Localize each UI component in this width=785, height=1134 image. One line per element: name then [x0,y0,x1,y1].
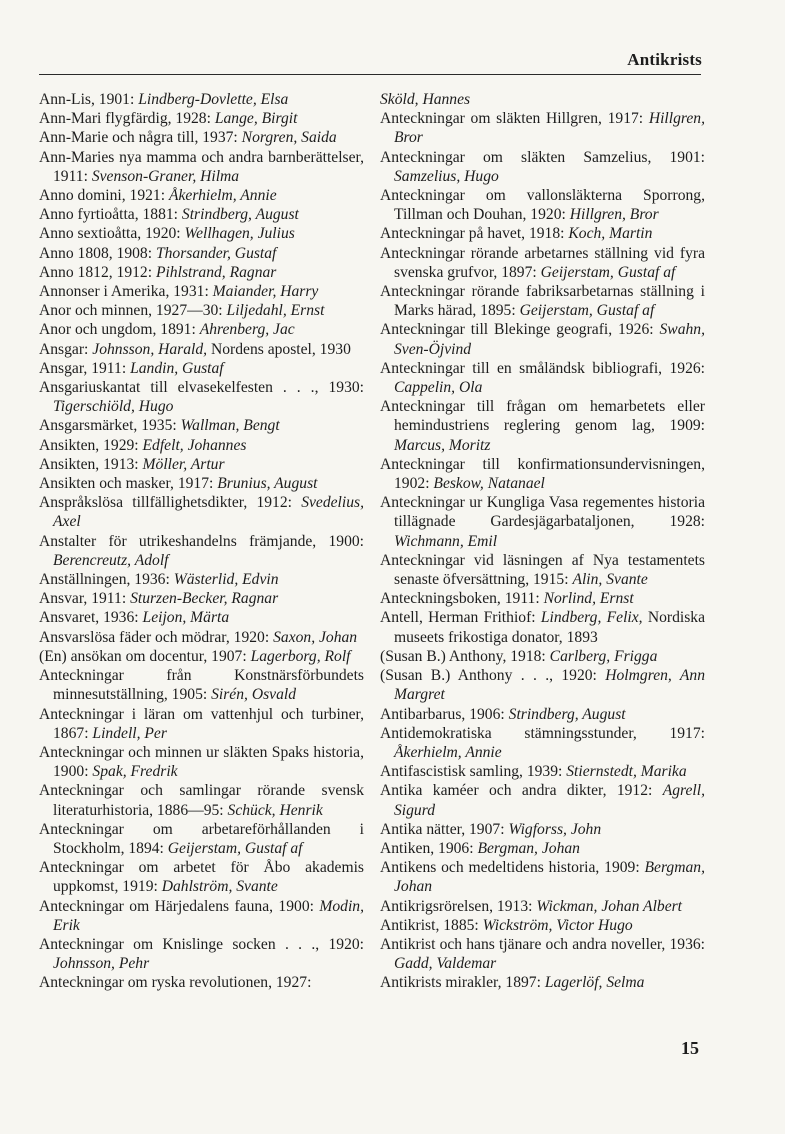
entry-title: Anteckningar om Härjedalens fauna, 1900: [39,897,320,915]
entry-author: Möller, Artur [142,455,225,473]
index-entry [380,224,705,243]
index-entry [380,244,705,282]
entry-author: Hillgren, Bror [394,110,705,147]
left-column [39,90,364,993]
index-entry [380,608,705,646]
entry-author: Spak, Fredrik [92,763,178,781]
index-entry [380,666,705,704]
entry-title: Anteckningar om arbetareförhållanden i Stockholm, 1894: [39,820,364,857]
index-entry [39,455,364,474]
entry-author: Lindell, Per [92,724,167,742]
page-number: 15 [681,1038,699,1058]
entry-author: Holmgren, Ann Margret [394,667,705,704]
entry-title: Anteckningar om Knislinge socken . . ., 1920: [39,935,364,953]
entry-author: Hillgren, Bror [569,206,659,224]
entry-author: Marcus, Moritz [394,436,491,454]
entry-author: Strindberg, August [508,705,626,723]
entry-author: Strindberg, August [181,206,299,224]
entry-author: Lange, Birgit [214,110,298,128]
index-entry [380,705,705,724]
entry-title: Anteckningar till frågan om hemarbetets eller hemindustriens reglering genom lag, 1909: [380,398,705,435]
index-entry [380,858,705,896]
index-entry [39,705,364,743]
index-entry [39,897,364,935]
entry-author: Bergman, Johan [394,859,705,896]
index-entry [39,244,364,263]
index-entry [39,90,364,109]
index-entry [39,820,364,858]
index-entry [39,301,364,320]
entry-author: Ahrenberg, Jac [199,321,295,339]
entry-title: Ansgar, 1911: [39,359,131,377]
entry-title: Antika nätter, 1907: [380,820,509,838]
entry-title: Anteckningar till en småländsk bibliografi, 1926: [380,359,705,377]
index-entry [380,109,705,147]
index-entry [39,858,364,896]
index-entry [380,916,705,935]
entry-author: Dahlström, Svante [161,878,278,896]
entry-title: (Susan B.) Anthony . . ., 1920: [380,667,606,685]
entry-author: Samzelius, Hugo [394,167,499,185]
index-entry [39,436,364,455]
entry-author: Swahn, Sven-Öjvind [394,321,705,358]
entry-title: Antiken, 1906: [380,839,478,857]
entry-author: Wallman, Bengt [180,417,280,435]
index-entry [39,493,364,531]
entry-title: Anteckningar och samlingar rörande svensk literaturhistoria, 1886—95: [39,782,364,819]
entry-title: Anteckningar rörande arbetarnes ställning vid fyra svenska grufvor, 1897: [380,244,705,281]
index-entry [39,532,364,570]
entry-author: Stiernstedt, Marika [566,763,687,781]
index-entry [39,128,364,147]
index-entry [39,340,364,359]
index-entry [380,724,705,762]
entry-author: Lindberg, Felix, [540,609,643,627]
entry-author: Svenson-Graner, Hilma [91,167,240,185]
index-entry [39,628,364,647]
entry-author: Johnsson, Pehr [53,955,150,973]
entry-author: Modin, Erik [53,897,364,934]
index-entry [39,282,364,301]
index-entry [380,935,705,973]
index-entry [380,359,705,397]
entry-author: Geijerstam, Gustaf af [167,839,303,857]
entry-title: Ansikten, 1913: [39,455,143,473]
entry-title: Annonser i Amerika, 1931: [39,283,213,301]
index-entry [39,781,364,819]
index-entry [39,378,364,416]
entry-title: Ann-Maries nya mamma och andra barnberättelser, 1911: [39,148,364,185]
index-entry [380,282,705,320]
entry-title: (Susan B.) Anthony, 1918: [380,647,550,665]
entry-title: Ansvaret, 1936: [39,609,143,627]
entry-title: Anstalter för utrikeshandelns främjande, 1900: [39,532,364,550]
index-entry [380,781,705,819]
index-entry [380,762,705,781]
index-entry [380,397,705,455]
entry-title: Anspråkslösa tillfällighetsdikter, 1912: [39,494,302,512]
entry-author: Thorsander, Gustaf [155,244,277,262]
entry-title: Anteckningar om ryska revolutionen, 1927: [39,974,312,992]
entry-title: Antika kaméer och andra dikter, 1912: [380,782,663,800]
entry-author: Bergman, Johan [477,839,580,857]
index-entry [39,320,364,339]
entry-title: Anställningen, 1936: [39,571,174,589]
entry-title: Ansvarslösa fäder och mödrar, 1920: [39,628,274,646]
entry-author: Maiander, Harry [212,283,319,301]
entry-title: Antifascistisk samling, 1939: [380,763,567,781]
entry-author: Norlind, Ernst [543,590,634,608]
entry-suffix: Nordens apostel, 1930 [207,340,351,358]
entry-title: Anor och minnen, 1927—30: [39,302,227,320]
index-entry [39,205,364,224]
entry-author: Beskow, Natanael [433,475,545,493]
index-entry [39,186,364,205]
entry-title: Ansikten, 1929: [39,436,143,454]
entry-author: Wickström, Victor Hugo [482,916,633,934]
index-entry [380,897,705,916]
index-entry [39,263,364,282]
entry-author: Saxon, Johan [273,628,358,646]
right-column [380,90,705,993]
entry-title: Ansgar: [39,340,93,358]
entry-title: Anteckningar på havet, 1918: [380,225,569,243]
running-head: Antikrists [627,50,702,69]
entry-title: Antikrist och hans tjänare och andra noveller, 1936: [380,935,705,953]
entry-author: Gadd, Valdemar [394,955,497,973]
index-entry [39,359,364,378]
index-entry [39,666,364,704]
entry-author: Leijon, Märta [142,609,230,627]
entry-author: Wellhagen, Julius [184,225,295,243]
entry-title: Anno domini, 1921: [39,187,169,205]
entry-title: Anno 1812, 1912: [39,263,156,281]
entry-author: Wickman, Johan Albert [536,897,683,915]
entry-title: Anteckningar om släkten Hillgren, 1917: [380,110,649,128]
index-entry [380,320,705,358]
index-entry [380,148,705,186]
index-entry [380,839,705,858]
entry-title: Ansgarsmärket, 1935: [39,417,181,435]
entry-title: Anno sextioåtta, 1920: [39,225,185,243]
entry-title: Antibarbarus, 1906: [380,705,509,723]
entry-title: Antidemokratiska stämningsstunder, 1917: [380,724,705,742]
index-entry [39,109,364,128]
entry-title: Ansvar, 1911: [39,590,131,608]
index-entry [39,570,364,589]
entry-title: Ann-Marie och några till, 1937: [39,129,242,147]
entry-author: Lagerlöf, Selma [544,974,645,992]
entry-title: Antikens och medeltidens historia, 1909: [380,859,645,877]
entry-author: Wästerlid, Edvin [173,571,279,589]
entry-title: Ansgariuskantat till elvasekelfesten . . ., 1930: [39,379,364,397]
entry-author: Sturzen-Becker, Ragnar [130,590,279,608]
entry-author: Geijerstam, Gustaf af [540,263,676,281]
entry-title: Anor och ungdom, 1891: [39,321,200,339]
index-entry [39,935,364,973]
index-entry [39,589,364,608]
entry-author: Pihlstrand, Ragnar [155,263,277,281]
entry-title: Anteckningar om släkten Samzelius, 1901: [380,148,705,166]
entry-author: Åkerhielm, Annie [394,743,502,761]
index-entry [380,455,705,493]
index-entry [380,186,705,224]
entry-author: Wigforss, John [508,820,602,838]
index-entry [39,743,364,781]
entry-author: Johnsson, Harald, [92,340,208,358]
entry-title: Antikrigsrörelsen, 1913: [380,897,537,915]
index-entry [39,148,364,186]
entry-author: Schück, Henrik [227,801,323,819]
entry-author: Lagerborg, Rolf [250,647,351,665]
entry-title: Anno 1808, 1908: [39,244,156,262]
entry-author: Berencreutz, Adolf [53,551,169,569]
header-rule [39,74,701,75]
entry-title: Anno fyrtioåtta, 1881: [39,206,182,224]
entry-title: Anteckningar om vallonsläkterna Sporrong, Tillman och Douhan, 1920: [380,187,705,224]
entry-author: Lindberg-Dovlette, Elsa [138,91,289,108]
entry-author: Cappelin, Ola [394,379,483,397]
entry-author: Koch, Martin [568,225,653,243]
index-entry [380,551,705,589]
entry-author: Agrell, Sigurd [394,782,705,819]
index-entry [380,820,705,839]
entry-author: Tigerschiöld, Hugo [53,398,174,416]
index-entry [380,493,705,551]
entry-author: Edfelt, Johannes [142,436,247,454]
entry-title: Anteckningar i läran om vattenhjul och turbiner, 1867: [39,705,364,742]
entry-title: Anteckningar vid läsningen af Nya testamentets senaste öfversättning, 1915: [380,551,705,589]
entry-title: Antikrists mirakler, 1897: [380,974,545,992]
entry-title: Anteckningsboken, 1911: [380,590,544,608]
entry-title: Anteckningar om arbetet för Åbo akademis uppkomst, 1919: [39,859,364,896]
index-entry [39,647,364,666]
entry-author: Svedelius, Axel [53,494,364,531]
entry-title: Anteckningar till Blekinge geografi, 1926: [380,321,660,339]
entry-title: Antikrist, 1885: [380,916,483,934]
entry-title: Anteckningar och minnen ur släkten Spaks historia, 1900: [39,743,364,781]
entry-author: Landin, Gustaf [130,359,224,377]
entry-author: Wichmann, Emil [394,532,498,550]
index-entry [380,589,705,608]
index-entry [39,224,364,243]
index-entry [380,90,705,109]
entry-title: Anteckningar från Konstnärsförbundets minnesutställning, 1905: [39,667,364,704]
entry-title: Ansikten och masker, 1917: [39,475,218,493]
index-entry [380,973,705,992]
entry-title: Anteckningar rörande fabriksarbetarnas ställning i Marks härad, 1895: [380,283,705,320]
index-entry [39,973,364,992]
index-entry [380,647,705,666]
entry-author: Alin, Svante [572,571,648,589]
entry-title: Ann-Mari flygfärdig, 1928: [39,110,215,128]
entry-author: Geijerstam, Gustaf af [519,302,655,320]
entry-author: Norgren, Saida [241,129,337,147]
index-entry [39,608,364,627]
entry-author: Carlberg, Frigga [549,647,658,665]
entry-title: Antell, Herman Frithiof: [380,609,541,627]
entry-author: Sköld, Hannes [380,91,471,108]
entry-title: (En) ansökan om docentur, 1907: [39,647,251,665]
entry-title: Anteckningar ur Kungliga Vasa regementes historia tillägnade Gardesjägarbataljonen, 1928: [380,494,705,531]
entry-author: Sirén, Osvald [211,686,296,704]
index-entry [39,416,364,435]
index-entry [39,474,364,493]
entry-title: Ann-Lis, 1901: [39,91,139,108]
entry-author: Åkerhielm, Annie [168,187,277,205]
entry-author: Liljedahl, Ernst [226,302,325,320]
entry-suffix: Nordiska museets frikostiga donator, 1893 [394,609,705,646]
entry-title: Anteckningar till konfirmationsundervisningen, 1902: [380,455,705,493]
entry-author: Brunius, August [217,475,318,493]
